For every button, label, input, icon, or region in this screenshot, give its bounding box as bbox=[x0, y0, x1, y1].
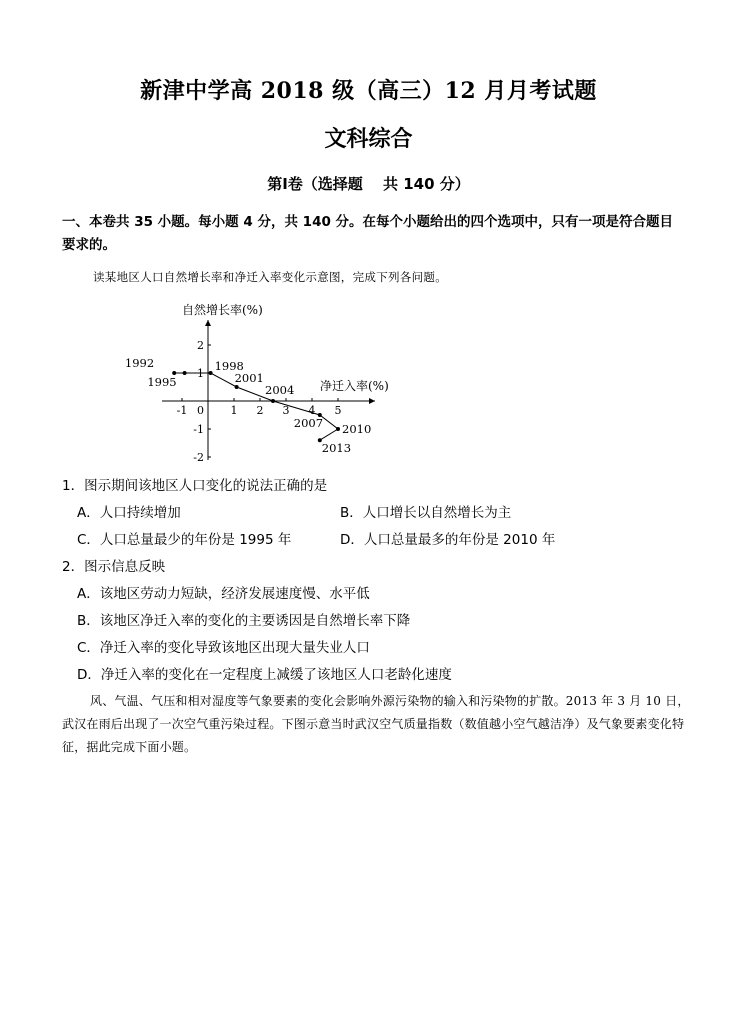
question-1-option-c[interactable]: C．人口总量最少的年份是 1995 年 bbox=[77, 532, 292, 548]
section-heading: 第Ⅰ卷（选择题 共 140 分） bbox=[267, 175, 470, 193]
chart-point-label: 1995 bbox=[147, 375, 177, 389]
exam-subtitle: 文科综合 bbox=[324, 126, 413, 152]
x-tick-label: 1 bbox=[230, 404, 238, 417]
origin-label: 0 bbox=[197, 404, 204, 417]
exam-title: 新津中学高 2018 级（高三）12 月月考试题 bbox=[140, 78, 597, 104]
chart-xlabel: 净迁入率(%) bbox=[320, 379, 389, 393]
population-chart bbox=[124, 298, 390, 468]
question-1-option-b[interactable]: B．人口增长以自然增长为主 bbox=[340, 505, 512, 521]
y-tick-label: -1 bbox=[193, 423, 204, 436]
chart-point bbox=[336, 427, 340, 431]
question-2-stem: 2．图示信息反映 bbox=[62, 559, 166, 575]
chart-point-label: 1992 bbox=[124, 356, 155, 370]
question-1-option-d[interactable]: D．人口总量最多的年份是 2010 年 bbox=[340, 532, 556, 548]
question-2-option-c[interactable]: C．净迁入率的变化导致该地区出现大量失业人口 bbox=[77, 640, 370, 656]
x-tick-label: 5 bbox=[334, 404, 342, 417]
instructions: 一、本卷共 35 小题。每小题 4 分，共 140 分。在每个小题给出的四个选项中，只有一项是符合题目要求的。 bbox=[62, 214, 674, 253]
x-tick-label: 3 bbox=[282, 404, 290, 417]
y-tick-label: -2 bbox=[193, 451, 204, 464]
y-tick-label: 2 bbox=[197, 339, 204, 352]
question-1-stem: 1．图示期间该地区人口变化的说法正确的是 bbox=[62, 478, 328, 494]
chart-point bbox=[209, 371, 213, 375]
reading-intro: 读某地区人口自然增长率和净迁入率变化示意图，完成下列各问题。 bbox=[93, 270, 447, 284]
y-tick-label: 1 bbox=[197, 367, 204, 380]
reading-intro-2: 风、气温、气压和相对湿度等气象要素的变化会影响外源污染物的输入和污染物的扩散。2013 年 3 月 10 日，武汉在雨后出现了一次空气重污染过程。下图示意当时武汉空气质量指数（数值越小空气越洁净）及气象要素变化特征，据此完成下面小题。 bbox=[62, 694, 690, 754]
question-1-option-a[interactable]: A．人口持续增加 bbox=[77, 505, 181, 521]
chart-point-label: 2001 bbox=[234, 371, 264, 385]
chart-point-label: 2010 bbox=[342, 422, 372, 436]
chart-point-label: 2013 bbox=[321, 441, 352, 456]
x-tick-label: -1 bbox=[176, 404, 188, 417]
chart-point-label: 2007 bbox=[293, 416, 324, 430]
chart-ylabel: 自然增长率(%) bbox=[182, 303, 263, 317]
question-2-option-a[interactable]: A．该地区劳动力短缺，经济发展速度慢、水平低 bbox=[77, 586, 370, 602]
chart-point-label: 2004 bbox=[265, 383, 295, 397]
x-tick-label: 2 bbox=[256, 404, 264, 417]
x-tick-label: 4 bbox=[308, 404, 316, 417]
question-2-option-d[interactable]: D．净迁入率的变化在一定程度上减缓了该地区人口老龄化速度 bbox=[77, 667, 452, 683]
chart-point-label: 1998 bbox=[214, 359, 244, 373]
question-2-option-b[interactable]: B．该地区净迁入率的变化的主要诱因是自然增长率下降 bbox=[77, 613, 411, 629]
chart-point bbox=[183, 371, 187, 375]
chart-point bbox=[271, 399, 275, 403]
chart-point bbox=[235, 385, 239, 389]
